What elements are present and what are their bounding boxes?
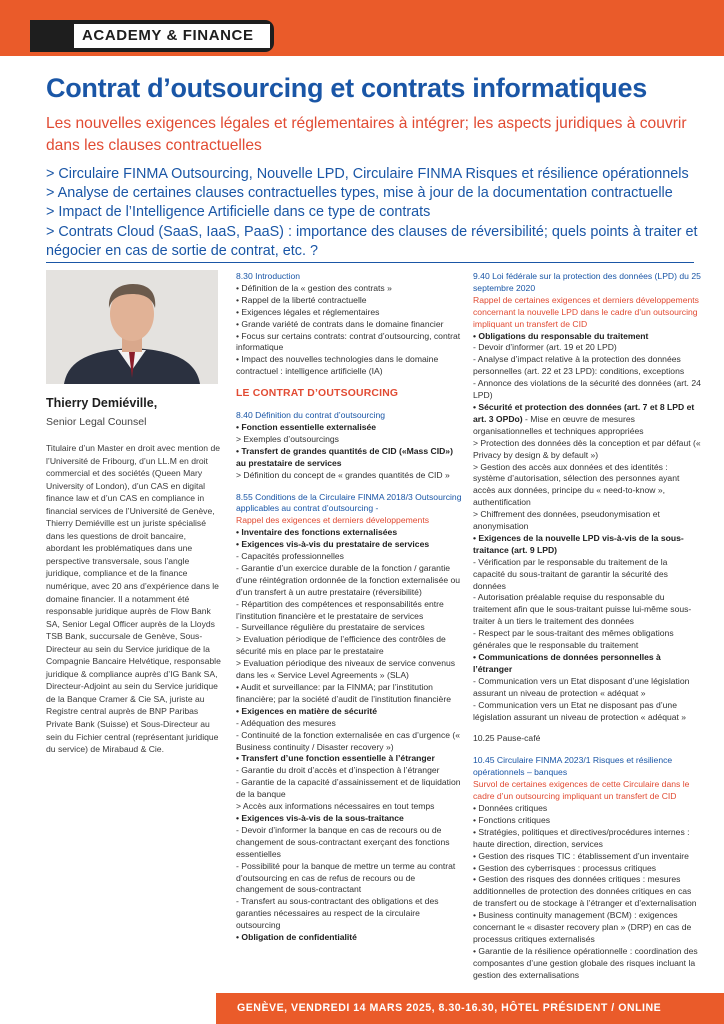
list-item bbox=[236, 658, 464, 682]
session-introduction bbox=[236, 271, 464, 378]
list-item-text: - Devoir d’informer (art. 19 et 20 LPD) bbox=[473, 342, 617, 353]
session-time: 9.40 bbox=[473, 271, 490, 281]
list-item-text: • Inventaire des fonctions externalisées bbox=[236, 527, 398, 538]
list-item-text: • Exigences en matière de sécurité bbox=[236, 705, 378, 716]
list-item-text: - Vérification par le responsable du traitement de la capacité du sous-traitant de garantir la sécurité des données bbox=[473, 556, 668, 591]
list-item bbox=[473, 378, 701, 402]
session-time: 10.45 bbox=[473, 755, 495, 766]
list-item bbox=[236, 706, 464, 718]
list-item-text: - Garantie d’un exercice durable de la fonction / garantie d’une réintégration ordonnée de la fonction externalisée ou d’un transfert à un autre prestataire (réversibilité) bbox=[236, 562, 461, 597]
list-item bbox=[473, 462, 701, 510]
page-subtitle: Les nouvelles exigences légales et réglementaires à intégrer; les aspects juridiques à couvrir dans les clauses contractuelles bbox=[46, 115, 687, 154]
list-item bbox=[473, 402, 701, 438]
program-column-2 bbox=[473, 271, 701, 982]
list-item-text: • Exigences vis-à-vis de la sous-traitance bbox=[236, 812, 404, 823]
list-item-text: - Garantie du droit d’accès et d’inspection à l’étranger bbox=[236, 765, 440, 776]
section-heading: LE CONTRAT D’OUTSOURCING bbox=[236, 388, 399, 400]
list-item bbox=[473, 533, 701, 557]
list-item-text: • Obligation de confidentialité bbox=[236, 932, 357, 943]
session-finma-outsourcing bbox=[236, 492, 464, 944]
list-item-text: • Exigences vis-à-vis du prestataire de services bbox=[236, 539, 430, 550]
list-item-text: - Communication vers un Etat disposant d’une législation assurant un niveau de protection « adéquat » bbox=[473, 675, 690, 698]
list-item-text: - Continuité de la fonction externalisée en cas d’urgence (« Business continuity / Disaster recovery ») bbox=[236, 729, 461, 752]
list-item bbox=[473, 628, 701, 652]
divider bbox=[46, 262, 694, 263]
pause-label: 10.25 Pause-café bbox=[473, 733, 541, 744]
session-heading: Circulaire FINMA 2023/1 Risques et résilience opérationnels – banques bbox=[473, 755, 673, 778]
list-item bbox=[473, 676, 701, 700]
session-definition bbox=[236, 410, 464, 481]
list-item bbox=[236, 682, 464, 706]
list-item bbox=[236, 551, 464, 563]
list-item bbox=[236, 765, 464, 777]
list-item-text: • Communications de données personnelles à l’étranger bbox=[473, 652, 661, 674]
list-item-text: - Possibilité pour la banque de mettre un terme au contrat d’outsourcing en cas de refus de recours ou de changement de sous-contractant bbox=[236, 860, 456, 895]
list-item: • Gestion des risques TIC : établissement d’un inventaire bbox=[473, 850, 689, 861]
list-item: • Garantie de la résilience opérationnelle : coordination des composantes d’une gestion globale des risques incluant la gestion des externalisations bbox=[473, 945, 698, 980]
list-item: • Rappel de la liberté contractuelle bbox=[236, 294, 367, 305]
list-item-text: > Evaluation périodique des niveaux de service convenus dans les « Service Level Agreements » (SLA) bbox=[236, 658, 456, 681]
category-label: ACADEMY & FINANCE bbox=[74, 24, 270, 48]
list-item-text: • Obligations du responsable du traitement bbox=[473, 330, 649, 341]
list-item-text: • Audit et surveillance: par la FINMA; par l’institution financière; par la société d’audit de l’institution financière bbox=[236, 682, 451, 704]
session-time: 8.30 bbox=[236, 271, 253, 281]
session-time: 8.55 bbox=[236, 491, 253, 502]
list-item-detail: - Mise en œuvre de mesures organisationnelles et techniques appropriées bbox=[473, 413, 644, 436]
list-item bbox=[236, 896, 464, 932]
list-item bbox=[473, 592, 701, 628]
list-item-text: - Adéquation des mesures bbox=[236, 717, 336, 728]
session-item-list bbox=[236, 527, 464, 944]
list-item bbox=[236, 801, 464, 813]
list-item-text: - Annonce des violations de la sécurité des données (art. 24 LPD) bbox=[473, 378, 701, 401]
session-pause bbox=[473, 733, 701, 745]
agenda-item: > Circulaire FINMA Outsourcing, Nouvelle LPD, Circulaire FINMA Risques et résilience opérationnels bbox=[46, 166, 689, 182]
list-item: • Gestion des cyberrisques : processus critiques bbox=[473, 862, 657, 873]
list-item-text: - Capacités professionnelles bbox=[236, 551, 344, 562]
speaker-role: Senior Legal Counsel bbox=[46, 416, 147, 428]
list-item-text: - Garantie de la capacité d’assainissement et de liquidation de la banque bbox=[236, 777, 461, 800]
list-item-text: - Transfert au sous-contractant des obligations et des garanties nécessaires au respect de la circulaire outsourcing bbox=[236, 896, 439, 931]
list-item bbox=[473, 700, 701, 724]
list-item-text: > Définition du concept de « grandes quantités de CID » bbox=[236, 469, 450, 480]
list-item-text: • Fonction essentielle externalisée bbox=[236, 421, 377, 432]
list-item-text: • Transfert d’une fonction essentielle à l’étranger bbox=[236, 753, 435, 764]
list-item bbox=[236, 825, 464, 861]
list-item bbox=[236, 932, 464, 944]
list-item bbox=[236, 434, 464, 446]
session-item-list bbox=[473, 331, 701, 724]
agenda-list bbox=[46, 165, 706, 261]
list-item bbox=[236, 599, 464, 623]
list-item-text: > Accès aux informations nécessaires en tout temps bbox=[236, 801, 435, 812]
list-item-text: > Chiffrement des données, pseudonymisation et anonymisation bbox=[473, 509, 660, 532]
session-heading: Loi fédérale sur la protection des données (LPD) du 25 septembre 2020 bbox=[473, 271, 701, 293]
list-item bbox=[236, 539, 464, 551]
list-item-text: - Communication vers un Etat ne disposant pas d’une législation assurant un niveau de protection « adéquat » bbox=[473, 699, 687, 722]
list-item bbox=[236, 563, 464, 599]
list-item bbox=[236, 718, 464, 730]
list-item bbox=[473, 438, 701, 462]
list-item: • Stratégies, politiques et directives/procédures internes : haute direction, direction, services bbox=[473, 826, 690, 849]
list-item bbox=[236, 777, 464, 801]
list-item-text: - Répartition des compétences et responsabilités entre l’institution financière et le prestataire de services bbox=[236, 598, 444, 621]
program-column-1 bbox=[236, 271, 464, 944]
list-item: • Focus sur certains contrats: contrat d’outsourcing, contrat informatique bbox=[236, 330, 461, 353]
session-time: 8.40 bbox=[236, 410, 253, 421]
list-item-text: • Transfert de grandes quantités de CID («Mass CID») au prestataire de services bbox=[236, 445, 453, 468]
list-item-text: • Exigences de la nouvelle LPD vis-à-vis de la sous-traitance (art. 9 LPD) bbox=[473, 532, 684, 555]
list-item bbox=[236, 730, 464, 754]
list-item bbox=[236, 622, 464, 634]
list-item-text: > Gestion des accès aux données et des identités : système d’autorisation, sélection des personnes ayant accès aux données, principe du « need-to-know », authentification bbox=[473, 461, 680, 508]
list-item: • Impact des nouvelles technologies dans le domaine contractuel : intelligence artificielle (IA) bbox=[236, 354, 439, 377]
list-item: • Business continuity management (BCM) : exigences concernant le « disaster recovery plan » (DRP) en cas de processus critiques externalisés bbox=[473, 910, 692, 944]
list-item bbox=[236, 470, 464, 482]
speaker-portrait-icon bbox=[46, 270, 218, 384]
list-item: • Gestion des risques des données critiques : mesures additionnelles de protection des données critiques en cas de transfert ou de stockage à l’étranger et d’externalisation bbox=[473, 874, 697, 909]
session-risk bbox=[473, 755, 701, 981]
session-subheading: Survol de certaines exigences de cette Circulaire dans le cadre d’un outsourcing impliquant un transfert de CID bbox=[473, 779, 690, 802]
list-item bbox=[236, 422, 464, 434]
session-heading: Définition du contrat d’outsourcing bbox=[255, 410, 386, 421]
list-item bbox=[236, 753, 464, 765]
list-item-text: - Autorisation préalable requise du responsable du traitement afin que le sous-traitant puisse lui-même sous-traiter à un tiers le traitement des données bbox=[473, 592, 692, 627]
list-item: • Exigences légales et réglementaires bbox=[236, 306, 380, 317]
list-item: • Données critiques bbox=[473, 802, 548, 813]
list-item bbox=[473, 331, 701, 343]
list-item bbox=[236, 813, 464, 825]
list-item bbox=[236, 634, 464, 658]
list-item bbox=[473, 557, 701, 593]
list-item bbox=[473, 354, 701, 378]
agenda-item: > Contrats Cloud (SaaS, IaaS, PaaS) : importance des clauses de réversibilité; quels points à traiter et négocier en cas de sortie de contrat, etc. ? bbox=[46, 223, 698, 259]
list-item-text: • Sécurité et protection des données (art. 7 et 8 LPD et art. 3 OPDo) bbox=[473, 401, 695, 424]
session-item-list bbox=[236, 422, 464, 482]
list-item-text: - Devoir d’informer la banque en cas de recours ou de changement de sous-contractant exerçant des fonctions essentielles bbox=[236, 824, 450, 859]
speaker-bio: Titulaire d’un Master en droit avec mention de l’Université de Fribourg, d’un LL.M en droit commercial et des sociétés (Queen Mary University of London), d’un CAS en digital finance law et d’un CAS en compliance in financial services de l’Université de Genève, Thierry Demiéville est un juriste spécialisé dans les questions de droit bancaire, abordant les problématiques dans une perspective transversale, sous l’angle juridique, compliance et de la finance numérique, avec 20 ans d’expérience dans le domaine financier. Il a notamment été responsable juridique auprès de Flow Bank SA, Senior Legal Officer auprès de la Lloyds TSB Bank, succursale de Genève, Sous- Directeur au sein du Service juridique de la Compagnie Bancaire Helvétique, responsable juridique & compliance auprès d’IG Bank SA, Directeur-Adjoint au sein du Service juridique de la Banque Cramer & Cie SA, juriste au Registre central auprès de BNP Paribas Private Bank (Suisse) et Sous-Directeur au sein du Fichier central (représentant juridique du service) de Mirabaud & Cie. bbox=[46, 443, 221, 755]
list-item bbox=[473, 342, 701, 354]
agenda-item: > Impact de l’Intelligence Artificielle dans ce type de contrats bbox=[46, 204, 431, 221]
category-badge bbox=[30, 20, 274, 52]
list-item: • Grande variété de contrats dans le domaine financier bbox=[236, 318, 444, 329]
list-item: • Fonctions critiques bbox=[473, 814, 551, 825]
list-item-text: > Evaluation périodique de l’efficience des contrôles de sécurité mis en place par le prestataire bbox=[236, 634, 446, 657]
session-lpd bbox=[473, 271, 701, 723]
speaker-photo bbox=[46, 270, 218, 384]
list-item-text: > Protection des données dès la conception et par défaut (« Privacy by design & by default ») bbox=[473, 437, 701, 460]
speaker-name: Thierry Demiéville, bbox=[46, 396, 158, 410]
list-item-text: > Exemples d’outsourcings bbox=[236, 433, 339, 444]
list-item bbox=[236, 527, 464, 539]
agenda-item: > Analyse de certaines clauses contractuelles types, mise à jour de la documentation contractuelle bbox=[46, 185, 673, 202]
session-subheading: Rappel des exigences et derniers développements bbox=[236, 515, 430, 526]
session-subheading: Rappel de certaines exigences et derniers développements concernant la nouvelle LPD dans le cadre d’un outsourcing impliquant un transfert de CID bbox=[473, 294, 699, 329]
list-item bbox=[236, 446, 464, 470]
list-item-text: - Surveillance régulière du prestataire de services bbox=[236, 622, 425, 633]
list-item-text: - Respect par le sous-traitant des mêmes obligations générales que le responsable du traitement bbox=[473, 628, 674, 651]
event-footer: GENÈVE, VENDREDI 14 MARS 2025, 8.30-16.30, HÔTEL PRÉSIDENT / ONLINE bbox=[216, 993, 724, 1024]
list-item bbox=[236, 861, 464, 897]
list-item: • Définition de la « gestion des contrats » bbox=[236, 282, 392, 293]
list-item-text: - Analyse d’impact relative à la protection des données personnelles (art. 22 et 23 LPD): conditions, exceptions bbox=[473, 354, 685, 377]
list-item bbox=[473, 652, 701, 676]
list-item bbox=[473, 509, 701, 533]
page-title: Contrat d’outsourcing et contrats informatiques bbox=[46, 73, 647, 103]
session-heading: Introduction bbox=[255, 271, 301, 281]
session-heading: Conditions de la Circulaire FINMA 2018/3 Outsourcing applicables au contrat d’outsourcing - bbox=[236, 491, 462, 514]
